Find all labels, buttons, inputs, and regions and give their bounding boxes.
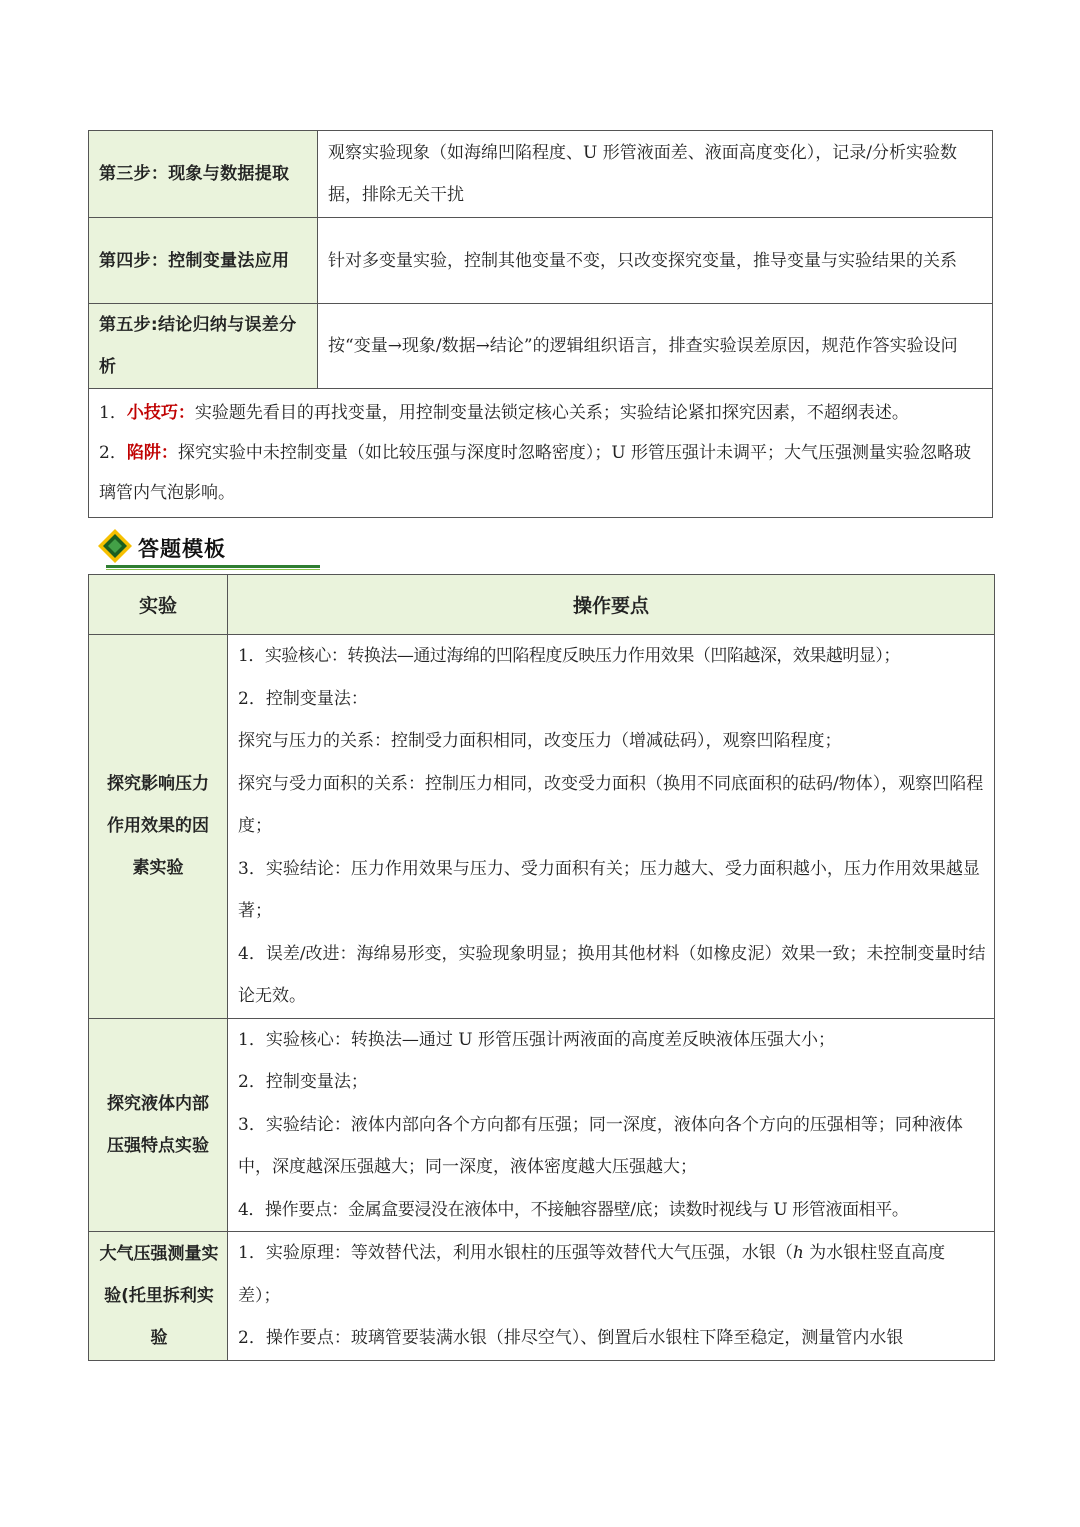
point-line: 2．控制变量法： — [238, 688, 368, 709]
column-header: 操作要点 — [228, 575, 995, 635]
experiment-label-text: 探究液体内部压强特点实验 — [107, 1093, 209, 1156]
experiment-points — [228, 1232, 995, 1361]
table-row — [89, 1018, 995, 1232]
table-row — [89, 304, 993, 389]
template-table — [88, 574, 995, 1361]
experiment-label — [89, 1018, 228, 1232]
point-line: 探究与压力的关系：控制受力面积相同，改变压力（增减砝码），观察凹陷程度； — [238, 731, 842, 751]
point-line: 1．实验核心：转换法—通过海绵的凹陷程度反映压力作用效果（凹陷越深，效果越明显）； — [238, 646, 900, 666]
experiment-label-text: 大气压强测量实验(托里拆利实验 — [99, 1243, 219, 1348]
experiment-label-text: 探究影响压力作用效果的因素实验 — [107, 774, 209, 879]
experiment-label — [89, 635, 228, 1019]
step-label: 第五步:结论归纳与误差分析 — [89, 304, 318, 389]
table-row — [89, 218, 993, 304]
table-row — [89, 389, 993, 518]
point-text: 1．实验原理：等效替代法，利用水银柱的压强等效替代大气压强，水银（ — [238, 1243, 793, 1263]
table-row — [89, 635, 995, 1019]
heading-underline — [106, 565, 320, 568]
section-title: 答题模板 — [138, 537, 226, 561]
diamond-icon — [96, 527, 134, 565]
table-row — [89, 131, 993, 218]
point-line: 4．误差/改进：海绵易形变，实验现象明显；换用其他材料（如橡皮泥）效果一致；未控制变量时结论无效。 — [238, 943, 986, 1006]
tip-item — [99, 433, 982, 513]
steps-table — [88, 130, 993, 518]
table-header-row — [89, 575, 995, 635]
point-line: 4．操作要点：金属盒要浸没在液体中，不接触容器壁/底；读数时视线与 U 形管液面相平。 — [238, 1199, 909, 1220]
point-line: 2．控制变量法； — [238, 1072, 368, 1092]
step-content: 按“变量→现象/数据→结论”的逻辑组织语言，排查实验误差原因，规范作答实验设问 — [318, 304, 993, 389]
tip-number: 1． — [99, 403, 127, 423]
step-content: 观察实验现象（如海绵凹陷程度、U 形管液面差、液面高度变化），记录/分析实验数据，排除无关干扰 — [318, 131, 993, 218]
step-content: 针对多变量实验，控制其他变量不变，只改变探究变量，推导变量与实验结果的关系 — [318, 218, 993, 304]
point-line: 3．实验结论：液体内部向各个方向都有压强；同一深度，液体向各个方向的压强相等；同种液体中，深度越深压强越大；同一深度，液体密度越大压强越大； — [238, 1114, 963, 1177]
point-line — [238, 1232, 986, 1317]
step-label: 第三步：现象与数据提取 — [89, 131, 318, 218]
tip-item — [99, 393, 982, 433]
tip-keyword: 陷阱： — [126, 443, 178, 463]
tip-number: 2． — [99, 443, 127, 463]
tip-keyword: 小技巧： — [126, 403, 195, 423]
table-row — [89, 1232, 995, 1361]
tips-cell — [89, 389, 993, 518]
variable-h: h — [792, 1243, 804, 1263]
point-text: 为水银柱竖直高度差）； — [238, 1243, 946, 1306]
experiment-points — [228, 635, 995, 1019]
section-heading — [92, 523, 242, 569]
point-line: 3．实验结论：压力作用效果与压力、受力面积有关；压力越大、受力面积越小，压力作用效果越显著； — [238, 858, 980, 921]
step-label: 第四步：控制变量法应用 — [89, 218, 318, 304]
heading-underline-thin — [106, 569, 320, 570]
experiment-label — [89, 1232, 228, 1361]
point-line: 1．实验核心：转换法—通过 U 形管压强计两液面的高度差反映液体压强大小； — [238, 1029, 835, 1050]
tip-text: 探究实验中未控制变量（如比较压强与深度时忽略密度）；U 形管压强计未调平；大气压强测量实验忽略玻璃管内气泡影响。 — [99, 443, 972, 503]
tip-text: 实验题先看目的再找变量，用控制变量法锁定核心关系；实验结论紧扣探究因素，不超纲表述。 — [194, 403, 909, 423]
point-line: 2．操作要点：玻璃管要装满水银（排尽空气）、倒置后水银柱下降至稳定，测量管内水银 — [238, 1328, 904, 1348]
column-header: 实验 — [89, 575, 228, 635]
point-line: 探究与受力面积的关系：控制压力相同，改变受力面积（换用不同底面积的砝码/物体），观察凹陷程度； — [238, 773, 984, 836]
experiment-points — [228, 1018, 995, 1232]
